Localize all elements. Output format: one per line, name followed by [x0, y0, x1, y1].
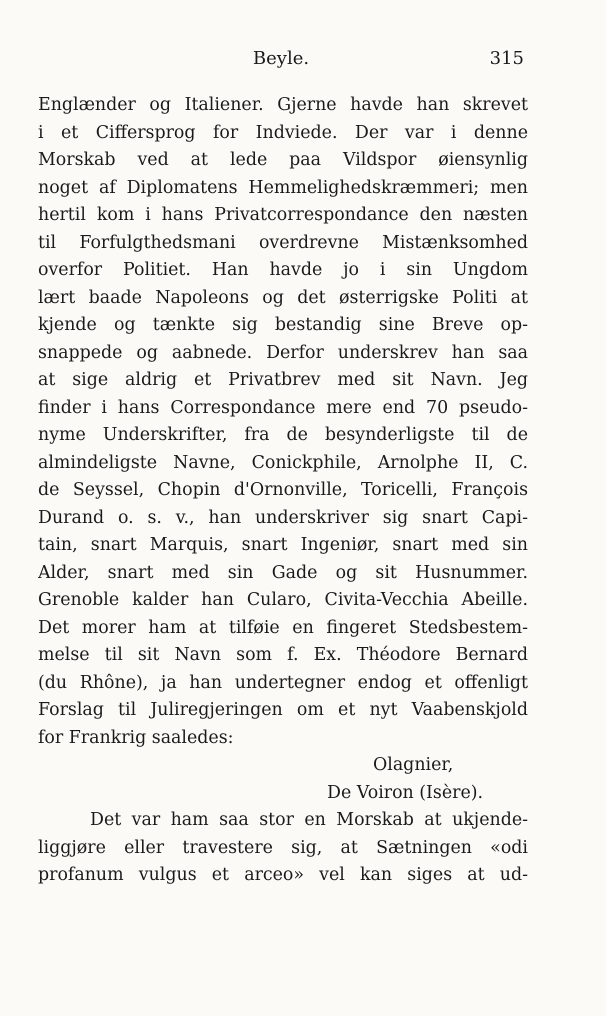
- body-text: [38, 92, 528, 890]
- text-line: for Frankrig saaledes:: [38, 727, 234, 748]
- text-line: hertil kom i hans Privatcorrespondance den næsten: [38, 205, 528, 225]
- text-line: Det morer ham at tilføie en fingeret Stedsbestem-: [38, 617, 528, 638]
- text-line: Det var ham saa stor en Morskab at ukjende-: [90, 810, 528, 830]
- text-line: lært baade Napoleons og det østerrigske Politi at: [38, 287, 528, 308]
- text-line: Grenoble kalder han Cularo, Civita-Vecchia Abeille.: [38, 590, 528, 610]
- text-line: Englænder og Italiener. Gjerne havde han skrevet: [38, 95, 528, 115]
- text-line: snappede og aabnede. Derfor underskrev han saa: [38, 342, 528, 363]
- text-line: i et Ciffersprog for Indviede. Der var i denne: [38, 122, 528, 143]
- text-line: noget af Diplomatens Hemmelighedskræmmeri; men: [38, 177, 528, 198]
- text-line: liggjøre eller travestere sig, at Sætningen «odi: [38, 837, 528, 858]
- page-number: 315: [489, 48, 524, 69]
- text-line: Forslag til Juliregjeringen om et nyt Vaabenskjold: [38, 700, 528, 720]
- running-title: Beyle.: [252, 48, 310, 69]
- text-line: finder i hans Correspondance mere end 70 pseudo-: [38, 397, 528, 418]
- text-line: almindeligste Navne, Conickphile, Arnolphe II, C.: [38, 452, 528, 473]
- text-line: overfor Politiet. Han havde jo i sin Ungdom: [38, 260, 528, 280]
- text-line: nyme Underskrifter, fra de besynderligste til de: [38, 425, 528, 445]
- text-line: Durand o. s. v., han underskriver sig snart Capi-: [38, 507, 528, 528]
- signature-name: Olagnier,: [373, 755, 454, 775]
- text-line: profanum vulgus et arceo» vel kan siges at ud-: [38, 865, 528, 885]
- text-line: tain, snart Marquis, snart Ingeniør, snart med sin: [38, 535, 528, 555]
- text-line: Morskab ved at lede paa Vildspor øiensynlig: [38, 150, 528, 170]
- text-line: Alder, snart med sin Gade og sit Husnummer.: [38, 562, 528, 583]
- page-header: [38, 44, 524, 74]
- text-line: melse til sit Navn som f. Ex. Théodore Bernard: [38, 645, 528, 665]
- signature-place: De Voiron (Isère).: [327, 782, 484, 803]
- text-line: at sige aldrig et Privatbrev med sit Navn. Jeg: [38, 370, 528, 390]
- text-line: de Seyssel, Chopin d'Ornonville, Toricelli, François: [38, 480, 528, 500]
- text-line: kjende og tænkte sig bestandig sine Breve op-: [38, 315, 528, 335]
- text-line: (du Rhône), ja han undertegner endog et offenligt: [38, 672, 528, 693]
- text-line: til Forfulgthedsmani overdrevne Mistænksomhed: [38, 232, 528, 253]
